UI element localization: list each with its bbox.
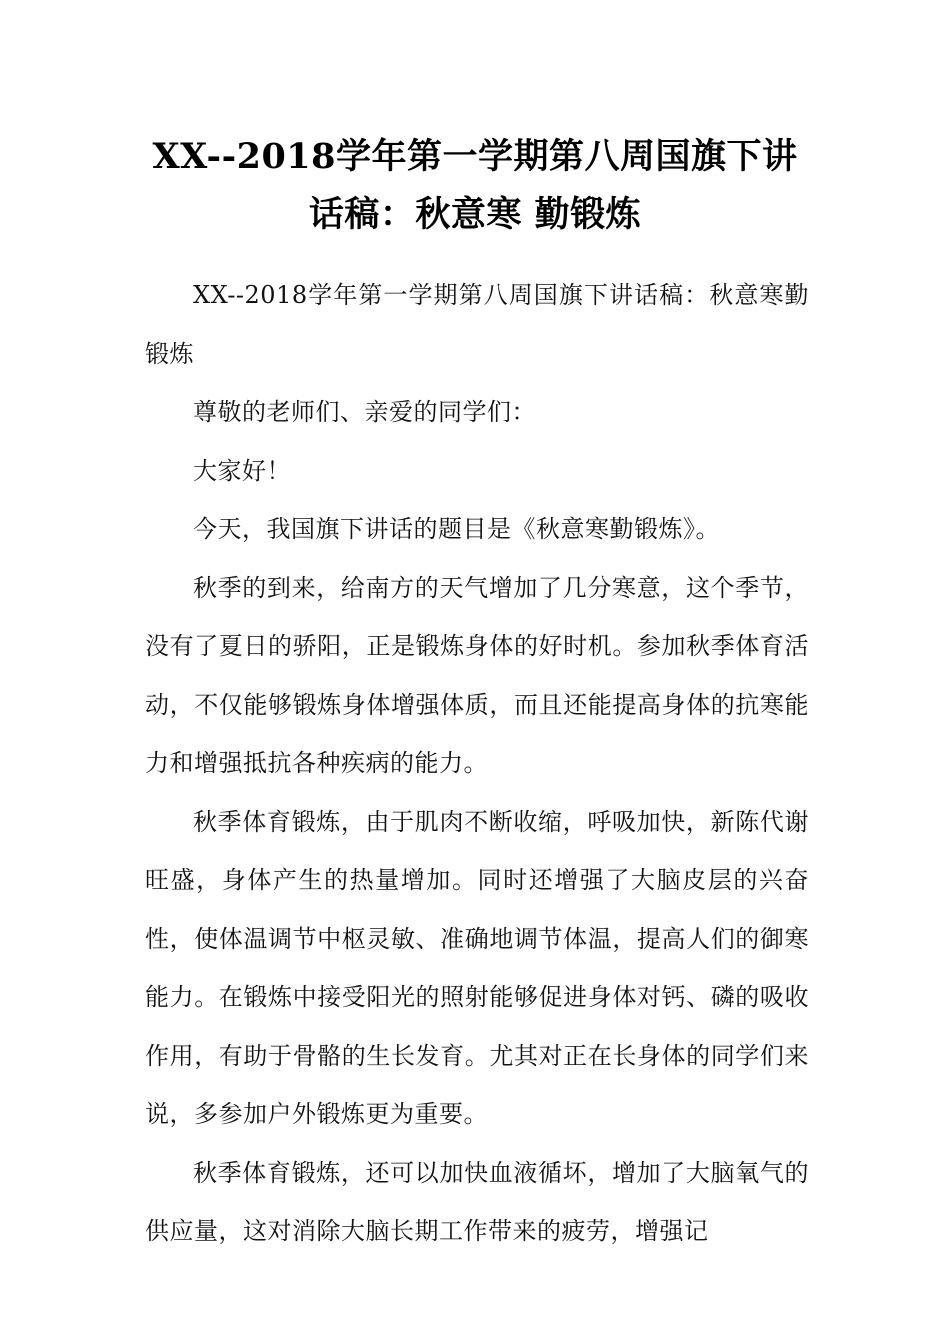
title-line-1: XX--2018学年第一学期第八周国旗下讲 <box>152 136 798 177</box>
paragraph-subtitle: XX--2018学年第一学期第八周国旗下讲话稿：秋意寒勤锻炼 <box>145 281 809 368</box>
paragraph-topic: 今天，我国旗下讲话的题目是《秋意寒勤锻炼》。 <box>193 515 720 543</box>
paragraph-blood-circulation: 秋季体育锻炼，还可以加快血液循坏，增加了大脑氧气的供应量，这对消除大脑长期工作带来的疲劳，增强记 <box>145 1158 809 1245</box>
title-line-2: 话稿：秋意寒 勤锻炼 <box>308 194 642 235</box>
paragraph-greeting: 大家好！ <box>193 456 291 485</box>
paragraph-salutation: 尊敬的老师们、亲爱的同学们： <box>193 398 536 426</box>
document-title <box>140 128 810 244</box>
paragraph-autumn-intro: 秋季的到来，给南方的天气增加了几分寒意，这个季节，没有了夏日的骄阳，正是锻炼身体的好时机。参加秋季体育活动，不仅能够锻炼身体增强体质，而且还能提高身体的抗寒能力和增强抵抗各种疾病的能力。 <box>145 573 809 777</box>
document-body <box>145 266 809 1261</box>
paragraph-exercise-benefits: 秋季体育锻炼，由于肌肉不断收缩，呼吸加快，新陈代谢旺盛，身体产生的热量增加。同时还增强了大脑皮层的兴奋性，使体温调节中枢灵敏、准确地调节体温，提高人们的御寒能力。在锻炼中接受阳光的照射能够促进身体对钙、磷的吸收作用，有助于骨骼的生长发育。尤其对正在长身体的同学们来说，多参加户外锻炼更为重要。 <box>145 807 809 1128</box>
